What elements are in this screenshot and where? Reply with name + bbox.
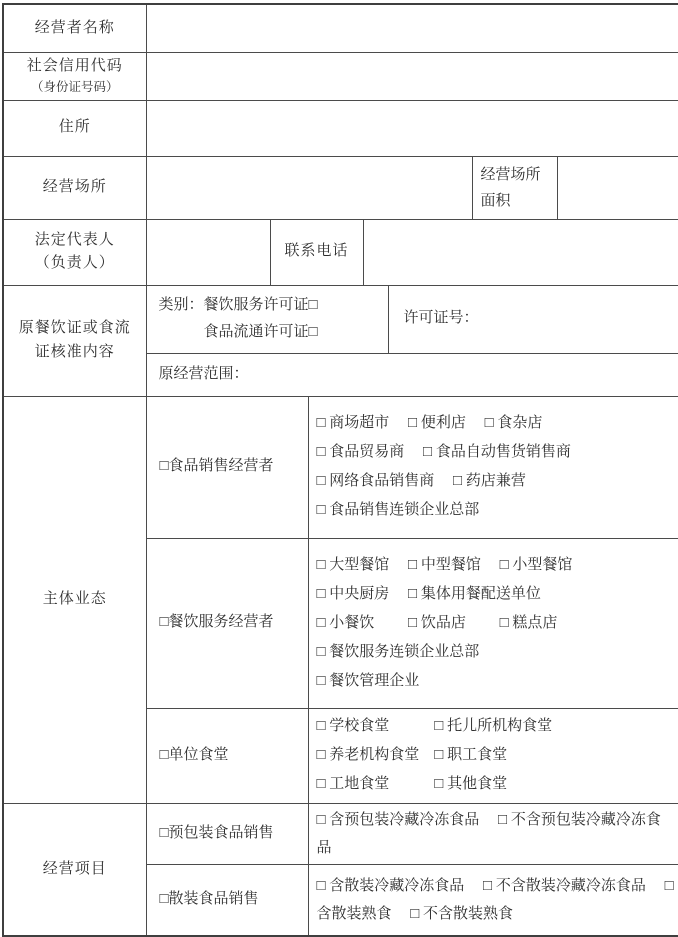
license-application-form xyxy=(2,3,676,931)
business-items-label: 经营项目 xyxy=(3,803,146,936)
row-residence xyxy=(3,100,678,156)
food-sale-options-line: □ 商场超市 □ 便利店 □ 食杂店 xyxy=(316,415,543,431)
food-sale-options-line: □ 食品销售连锁企业总部 xyxy=(316,502,480,518)
row-premises xyxy=(3,156,678,219)
legal-rep-label-line2: （负责人） xyxy=(34,255,115,271)
premises-area-value-cell xyxy=(557,156,678,219)
row-original-license-category xyxy=(3,285,678,353)
canteen-options xyxy=(308,708,678,803)
residence-label: 住所 xyxy=(3,100,146,156)
original-license-label-line2: 证核准内容 xyxy=(34,343,115,360)
phone-value-cell xyxy=(363,219,678,285)
canteen-options-line: □ 学校食堂 □ 托儿所机构食堂 xyxy=(316,718,553,734)
prepackaged-food-label: □预包装食品销售 xyxy=(146,803,308,864)
catering-options xyxy=(308,538,678,708)
food-sale-options-line: □ 网络食品销售商 □ 药店兼营 xyxy=(316,473,526,489)
operator-name-value-cell xyxy=(146,4,678,52)
prepackaged-food-options xyxy=(308,803,678,864)
row-credit-code xyxy=(3,52,678,100)
prepackaged-food-options-text: □ 含预包装冷藏冷冻食品 □ 不含预包装冷藏冷冻食品 xyxy=(316,811,661,856)
catering-options-line: □ 餐饮服务连锁企业总部 xyxy=(316,643,480,660)
bulk-food-label: □散装食品销售 xyxy=(146,864,308,936)
catering-options-line: □ 小餐饮 □ 饮品店 □ 糕点店 xyxy=(316,614,558,631)
license-category-line1: 类别：餐饮服务许可证□ xyxy=(158,297,318,313)
bulk-food-options-text: □ 含散装冷藏冷冻食品 □ 不含散装冷藏冷冻食品 □ 含散装熟食 □ 不含散装熟食 xyxy=(316,877,674,922)
original-license-label xyxy=(3,285,146,396)
row-operator-name xyxy=(3,4,678,52)
row-prepackaged-food xyxy=(3,803,678,864)
bulk-food-options xyxy=(308,864,678,936)
credit-code-value-cell xyxy=(146,52,678,100)
credit-code-label-line1: 社会信用代码 xyxy=(26,57,123,74)
credit-code-label-line2: （身份证号码） xyxy=(30,79,119,94)
credit-code-label xyxy=(3,52,146,100)
row-food-sale-operator xyxy=(3,396,678,538)
license-category-line2: 食品流通许可证□ xyxy=(203,324,318,340)
food-sale-options xyxy=(308,396,678,538)
food-sale-operator-label: □食品销售经营者 xyxy=(146,396,308,538)
license-category-cell xyxy=(146,285,388,353)
catering-options-line: □ 中央厨房 □ 集体用餐配送单位 xyxy=(316,585,541,602)
main-business-label: 主体业态 xyxy=(3,396,146,803)
catering-operator-label: □餐饮服务经营者 xyxy=(146,538,308,708)
operator-name-label: 经营者名称 xyxy=(3,4,146,52)
premises-area-label-line1: 经营场所 xyxy=(480,166,541,183)
license-number-cell: 许可证号： xyxy=(388,285,678,353)
food-sale-options-line: □ 食品贸易商 □ 食品自动售货销售商 xyxy=(316,444,571,460)
canteen-options-line: □ 工地食堂 □ 其他食堂 xyxy=(316,776,508,792)
legal-rep-value-cell xyxy=(146,219,270,285)
catering-options-line: □ 大型餐馆 □ 中型餐馆 □ 小型餐馆 xyxy=(316,556,573,573)
canteen-label: □单位食堂 xyxy=(146,708,308,803)
catering-options-line: □ 餐饮管理企业 xyxy=(316,672,420,689)
premises-value-cell xyxy=(146,156,472,219)
residence-value-cell xyxy=(146,100,678,156)
phone-label: 联系电话 xyxy=(270,219,363,285)
legal-rep-label-line1: 法定代表人 xyxy=(34,231,115,248)
premises-area-label-line2: 面积 xyxy=(480,192,511,209)
original-scope-cell: 原经营范围： xyxy=(146,353,678,396)
canteen-options-line: □ 养老机构食堂 □ 职工食堂 xyxy=(316,747,508,763)
premises-label: 经营场所 xyxy=(3,156,146,219)
legal-rep-label xyxy=(3,219,146,285)
original-license-label-line1: 原餐饮证或食流 xyxy=(18,320,131,337)
row-legal-rep xyxy=(3,219,678,285)
application-form-table xyxy=(2,3,678,937)
premises-area-label xyxy=(472,156,557,219)
